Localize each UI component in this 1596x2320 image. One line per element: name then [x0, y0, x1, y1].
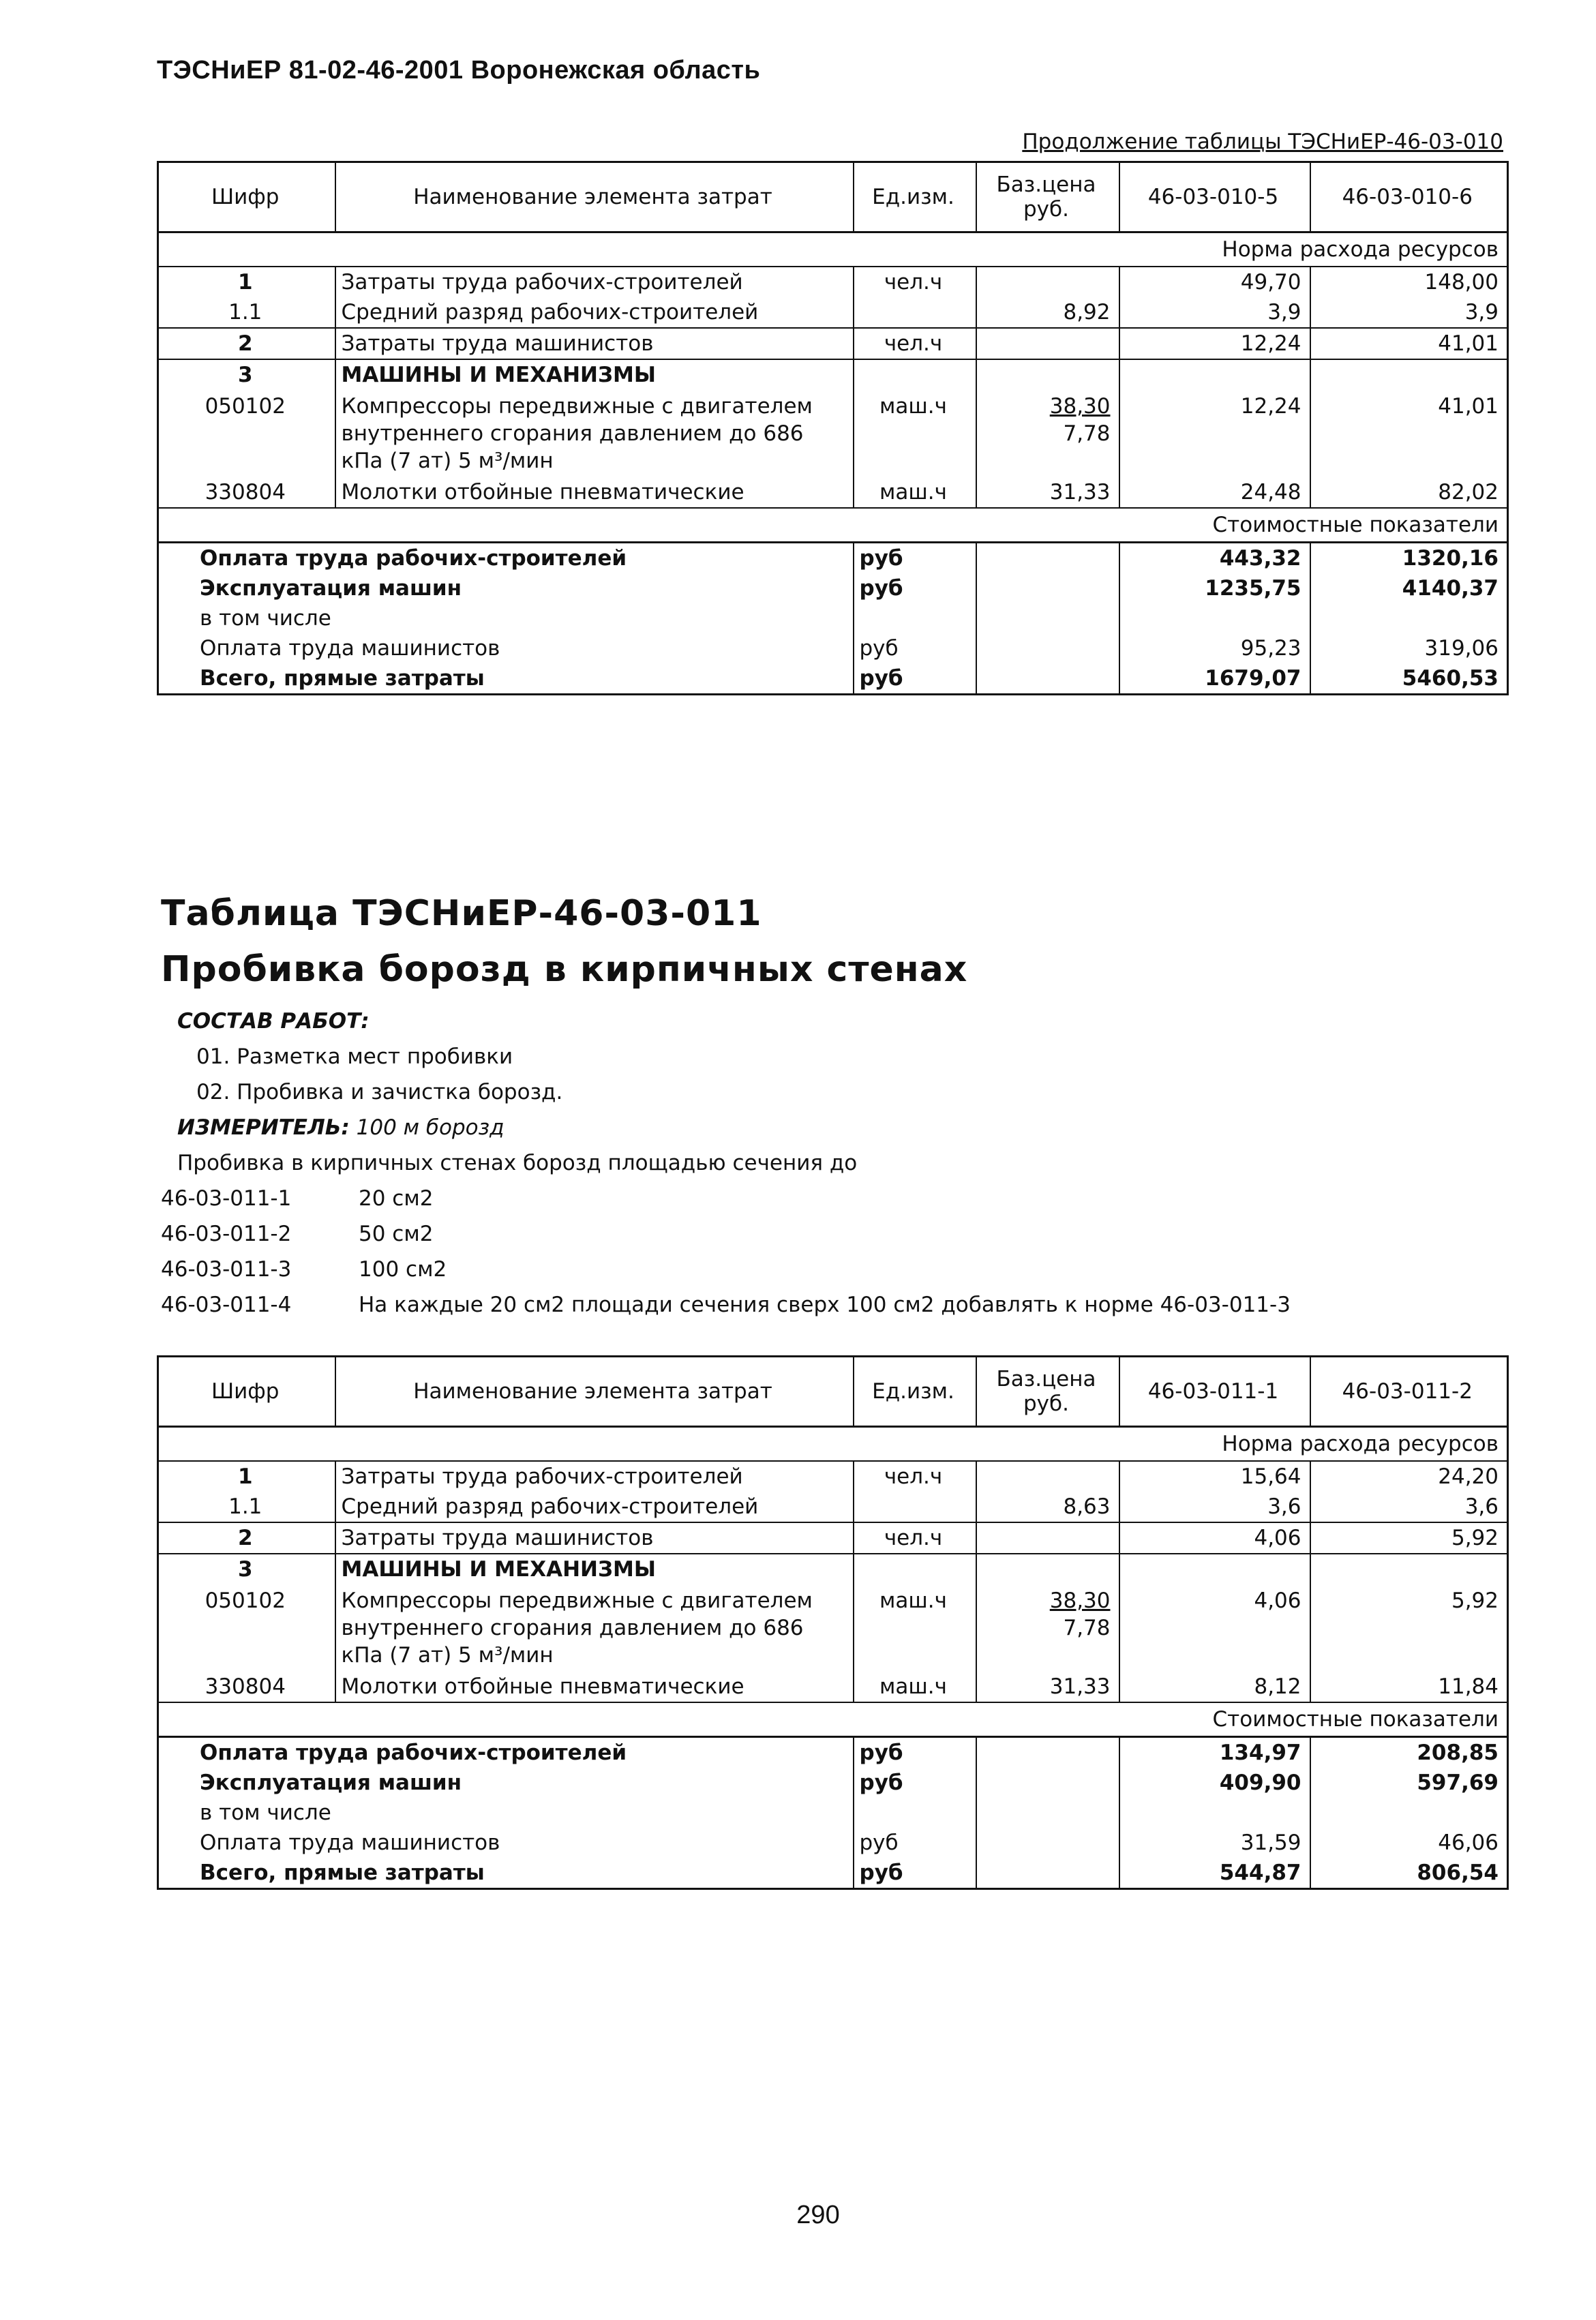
table-row: 2 Затраты труда машинистов чел.ч 12,24 41,01 [158, 328, 1508, 359]
col-header-unit: Ед.изм. [854, 162, 976, 232]
table-title: Таблица ТЭСНиЕР-46-03-011 [161, 893, 762, 934]
cost-row: Оплата труда рабочих-строителей руб 443,32 1320,16 [158, 543, 1508, 574]
variants-intro: Пробивка в кирпичных стенах борозд площадью сечения до [177, 1151, 858, 1175]
table-row: 1.1 Средний разряд рабочих-строителей 8,92 3,9 3,9 [158, 297, 1508, 328]
table-row: 2 Затраты труда машинистов чел.ч 4,06 5,92 [158, 1522, 1508, 1554]
col-header-variant-1: 46-03-011-1 [1119, 1357, 1310, 1427]
section-row-norms [158, 1427, 1508, 1462]
col-header-price: Баз.цена руб. [976, 1357, 1119, 1427]
table-row: 050102 Компрессоры передвижные с двигателем внутреннего сгорания давлением до 686 кПа (7 ат) 5 м³/мин маш.ч 38,30 7,78 4,06 5,92 [158, 1584, 1508, 1672]
cost-row: Всего, прямые затраты руб 1679,07 5460,53 [158, 663, 1508, 695]
col-header-variant-2: 46-03-011-2 [1310, 1357, 1508, 1427]
section-row-costs [158, 508, 1508, 543]
table-row: 1 Затраты труда рабочих-строителей чел.ч 49,70 148,00 [158, 267, 1508, 297]
page-number: 290 [796, 2201, 840, 2229]
col-header-price: Баз.цена руб. [976, 162, 1119, 232]
norm-table-46-03-010 [157, 161, 1509, 695]
table-header-row [158, 1357, 1508, 1427]
meter-label: ИЗМЕРИТЕЛЬ: [177, 1115, 350, 1140]
composition-label: СОСТАВ РАБОТ: [177, 1009, 370, 1034]
document-header: ТЭСНиЕР 81-02-46-2001 Воронежская область [157, 56, 761, 85]
table-row: 050102 Компрессоры передвижные с двигателем внутреннего сгорания давлением до 686 кПа (7 ат) 5 м³/мин маш.ч 38,30 7,78 12,24 41,01 [158, 390, 1508, 477]
col-header-variant-6: 46-03-010-6 [1310, 162, 1508, 232]
norm-section-label: Норма расхода ресурсов [158, 232, 1508, 267]
table-row: 1.1 Средний разряд рабочих-строителей 8,63 3,6 3,6 [158, 1492, 1508, 1522]
cost-row: Эксплуатация машин руб 409,90 597,69 [158, 1768, 1508, 1798]
variant-item: 46-03-011-2 50 см2 [161, 1222, 434, 1246]
work-item: 02. Пробивка и зачистка борозд. [196, 1080, 563, 1104]
work-item: 01. Разметка мест пробивки [196, 1044, 513, 1069]
variant-item: 46-03-011-4 На каждые 20 см2 площади сечения сверх 100 см2 добавлять к норме 46-03-011-3 [161, 1293, 1291, 1317]
col-header-code: Шифр [158, 162, 335, 232]
col-header-unit: Ед.изм. [854, 1357, 976, 1427]
cost-row: Оплата труда машинистов руб 95,23 319,06 [158, 633, 1508, 663]
table-subtitle: Пробивка борозд в кирпичных стенах [161, 949, 968, 990]
cost-row: в том числе [158, 1798, 1508, 1828]
norm-section-label: Норма расхода ресурсов [158, 1427, 1508, 1462]
table-header-row [158, 162, 1508, 232]
continuation-note: Продолжение таблицы ТЭСНиЕР-46-03-010 [1022, 130, 1503, 154]
table-row: 3 МАШИНЫ И МЕХАНИЗМЫ [158, 359, 1508, 390]
meter-value: 100 м борозд [356, 1115, 505, 1140]
table-row: 3 МАШИНЫ И МЕХАНИЗМЫ [158, 1554, 1508, 1584]
cost-section-label: Стоимостные показатели [158, 508, 1508, 543]
cost-row: Эксплуатация машин руб 1235,75 4140,37 [158, 573, 1508, 603]
table-row: 330804 Молотки отбойные пневматические маш.ч 31,33 24,48 82,02 [158, 477, 1508, 508]
cost-row: Оплата труда рабочих-строителей руб 134,97 208,85 [158, 1737, 1508, 1768]
table-row: 330804 Молотки отбойные пневматические маш.ч 31,33 8,12 11,84 [158, 1672, 1508, 1702]
cost-row: в том числе [158, 603, 1508, 633]
variants-list [161, 1181, 1291, 1323]
cost-section-label: Стоимостные показатели [158, 1702, 1508, 1737]
col-header-code: Шифр [158, 1357, 335, 1427]
norm-table-46-03-011 [157, 1355, 1509, 1890]
section-row-norms [158, 232, 1508, 267]
variant-item: 46-03-011-1 20 см2 [161, 1186, 434, 1211]
section-row-costs [158, 1702, 1508, 1737]
work-composition [161, 1004, 857, 1181]
cost-row: Оплата труда машинистов руб 31,59 46,06 [158, 1828, 1508, 1858]
col-header-variant-5: 46-03-010-5 [1119, 162, 1310, 232]
col-header-name: Наименование элемента затрат [335, 1357, 854, 1427]
variant-item: 46-03-011-3 100 см2 [161, 1257, 447, 1282]
col-header-name: Наименование элемента затрат [335, 162, 854, 232]
table-row: 1 Затраты труда рабочих-строителей чел.ч 15,64 24,20 [158, 1461, 1508, 1492]
cost-row: Всего, прямые затраты руб 544,87 806,54 [158, 1858, 1508, 1889]
